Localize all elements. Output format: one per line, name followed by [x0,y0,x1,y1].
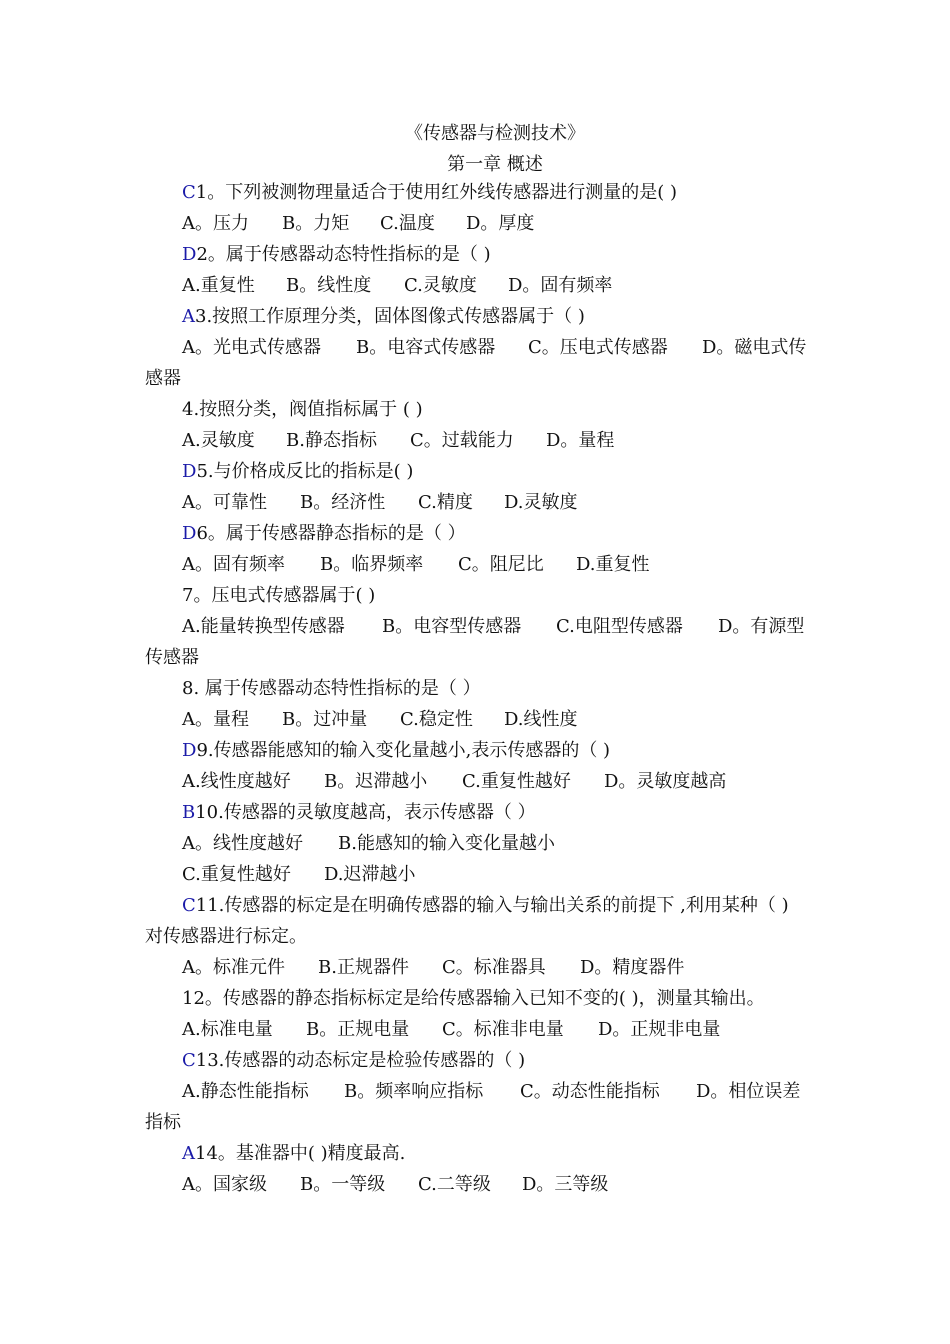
option: A。可靠性 [182,492,267,513]
answer-key: C [182,182,196,203]
question-stem [182,802,536,824]
option: D。灵敏度越高 [604,771,727,792]
option: D.灵敏度 [504,492,578,513]
answer-key: D [182,740,197,761]
option: B。电容式传感器 [356,337,496,358]
option: C.稳定性 [400,709,473,730]
question-text: 14。基准器中( )精度最高. [195,1143,406,1164]
option: C。过载能力 [410,430,514,451]
question-options [182,554,650,576]
option: B。力矩 [282,213,350,234]
option: C。标准器具 [442,957,546,978]
option: B.正规器件 [318,957,409,978]
question-options [182,709,578,731]
question-text: 9.传感器能感知的输入变化量越小,表示传感器的（ ) [196,740,611,761]
option: D。磁电式传 [702,337,807,358]
question-options [182,957,684,979]
question-text: 8. 属于传感器动态特性指标的是（ ） [182,678,481,699]
question-options [182,492,578,514]
option: B。迟滞越小 [324,771,428,792]
stem-wrap: 对传感器进行标定。 [145,926,307,947]
option: B。电容型传感器 [382,616,522,637]
question-options [182,1019,720,1041]
option: A。国家级 [182,1174,267,1195]
question-options [182,616,804,638]
question-stem [182,461,413,483]
option: C。动态性能指标 [520,1081,660,1102]
question-options [182,337,806,359]
option: A。压力 [182,213,249,234]
option: B。频率响应指标 [344,1081,484,1102]
question-stem [182,988,765,1010]
option-wrap: 指标 [145,1112,181,1133]
option: A.静态性能指标 [182,1081,309,1102]
option: C.灵敏度 [404,275,477,296]
answer-key: D [182,523,197,544]
question-text: 11.传感器的标定是在明确传感器的输入与输出关系的前提下 ,利用某种（ ) [195,895,789,916]
question-options [182,833,555,855]
question-stem [182,182,677,204]
question-options [182,771,726,793]
option: A.灵敏度 [182,430,255,451]
answer-key: D [182,244,197,265]
answer-key: D [182,461,197,482]
option: B.能感知的输入变化量越小 [338,833,555,854]
question-options [182,430,614,452]
answer-key: C [182,895,196,916]
question-text: 1。下列被测物理量适合于使用红外线传感器进行测量的是( ) [195,182,677,203]
question-stem [182,585,375,607]
option: D。三等级 [522,1174,609,1195]
question-text: 10.传感器的灵敏度越高，表示传感器（ ） [195,802,536,823]
question-text: 3.按照工作原理分类，固体图像式传感器属于（ ) [195,306,585,327]
question-options [182,213,534,235]
option: B。一等级 [300,1174,386,1195]
option: C。压电式传感器 [528,337,668,358]
question-text: 2。属于传感器动态特性指标的是（ ) [196,244,491,265]
option: C.重复性越好 [182,864,291,885]
option: B。过冲量 [282,709,368,730]
option: D。相位误差 [696,1081,801,1102]
option: A.线性度越好 [182,771,291,792]
question-stem [182,1050,525,1072]
option: C。标准非电量 [442,1019,564,1040]
option: B.静态指标 [286,430,377,451]
option-wrap: 感器 [145,368,181,389]
option: D.线性度 [504,709,578,730]
option: A.能量转换型传感器 [182,616,345,637]
question-text: 5.与价格成反比的指标是( ) [196,461,414,482]
option: A。线性度越好 [182,833,303,854]
option: B。线性度 [286,275,372,296]
document-title: 《传感器与检测技术》 [405,123,585,144]
question-text: 6。属于传感器静态指标的是（ ） [196,523,466,544]
option: C.二等级 [418,1174,491,1195]
question-options [182,1081,800,1103]
option: D。精度器件 [580,957,685,978]
option: A。标准元件 [182,957,285,978]
option: D.重复性 [576,554,650,575]
option: A。量程 [182,709,249,730]
question-options [182,864,416,886]
option: C.电阻型传感器 [556,616,683,637]
answer-key: A [182,1143,195,1164]
question-stem [182,399,423,421]
option: A。光电式传感器 [182,337,321,358]
question-stem [182,306,585,328]
answer-key: C [182,1050,196,1071]
option: D。固有频率 [508,275,613,296]
option: D。正规非电量 [598,1019,721,1040]
option: C.温度 [380,213,435,234]
question-options [182,1174,608,1196]
option: A.标准电量 [182,1019,273,1040]
question-text: 12。传感器的静态指标标定是给传感器输入已知不变的( )，测量其输出。 [182,988,765,1009]
question-text: 7。压电式传感器属于( ) [182,585,376,606]
option: B。经济性 [300,492,386,513]
option: D。量程 [546,430,615,451]
chapter-heading: 第一章 概述 [447,154,543,175]
option: C。阻尼比 [458,554,544,575]
option: B。正规电量 [306,1019,410,1040]
question-stem [182,1143,405,1165]
option: C.精度 [418,492,473,513]
question-stem [182,244,491,266]
question-options [182,275,612,297]
question-stem [182,678,481,700]
option: D。厚度 [466,213,535,234]
question-stem [182,895,789,917]
question-stem [182,523,466,545]
option-wrap: 传感器 [145,647,199,668]
option: A.重复性 [182,275,255,296]
question-text: 4.按照分类，阀值指标属于 ( ) [182,399,423,420]
question-text: 13.传感器的动态标定是检验传感器的（ ) [195,1050,526,1071]
answer-key: B [182,802,196,823]
option: D.迟滞越小 [324,864,416,885]
option: B。临界频率 [320,554,424,575]
question-stem [182,740,610,762]
answer-key: A [182,306,195,327]
option: C.重复性越好 [462,771,571,792]
option: D。有源型 [718,616,805,637]
option: A。固有频率 [182,554,285,575]
